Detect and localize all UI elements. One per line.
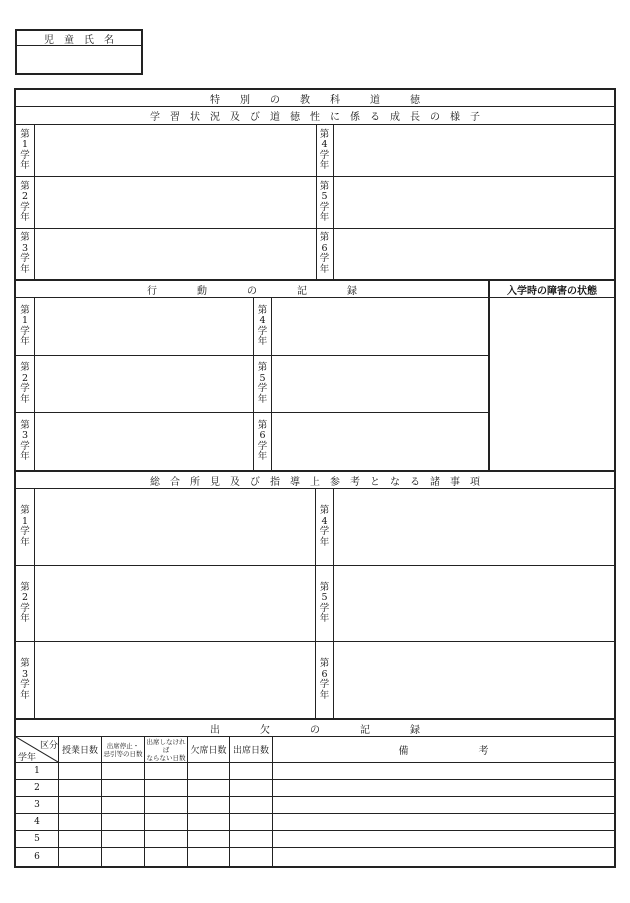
moral-grade-3-field[interactable] — [35, 229, 316, 279]
behavior-grade-2-field[interactable] — [35, 356, 253, 412]
moral-grade-4-field[interactable] — [334, 125, 614, 176]
moral-grade-5-field[interactable] — [334, 177, 614, 228]
general-grade-2-field[interactable] — [35, 566, 315, 641]
att-row-2-fields[interactable] — [59, 780, 614, 796]
moral-grade-4-label: 第 4 学 年 — [319, 128, 330, 171]
name-field[interactable] — [17, 46, 141, 73]
behavior-grade-4-label: 第 4 学 年 — [257, 304, 268, 347]
behavior-title: 行 動 の 記 録 — [147, 285, 357, 297]
att-row-5-fields[interactable] — [59, 831, 614, 847]
moral-grade-3-label: 第 3 学 年 — [20, 232, 30, 275]
moral-grade-6-label: 第 6 学 年 — [319, 232, 330, 275]
att-row-grade-5: 5 — [34, 834, 40, 844]
attendance-title: 出 欠 の 記 録 — [210, 724, 420, 736]
moral-grade-1-field[interactable] — [35, 125, 316, 176]
moral-grade-2-label: 第 2 学 年 — [20, 180, 30, 223]
att-corner-top: 区分 — [39, 741, 58, 751]
general-grade-6-label: 第 6 学 年 — [319, 658, 330, 701]
att-col-suspension: 出席停止・ 忌引等の日数 — [103, 741, 143, 758]
general-grade-6-field[interactable] — [334, 642, 614, 718]
behavior-grade-3-field[interactable] — [35, 413, 253, 470]
att-col-lessons: 授業日数 — [61, 746, 98, 756]
att-corner-bottom: 学年 — [18, 753, 37, 763]
att-row-grade-1: 1 — [34, 766, 40, 776]
behavior-grade-1-field[interactable] — [35, 298, 253, 355]
behavior-grade-2-label: 第 2 学 年 — [20, 362, 30, 405]
att-col-present: 出席日数 — [232, 746, 269, 756]
att-row-grade-3: 3 — [34, 800, 40, 810]
general-grade-4-field[interactable] — [334, 489, 614, 565]
behavior-grade-4-field[interactable] — [272, 298, 488, 355]
moral-grade-6-field[interactable] — [334, 229, 614, 279]
att-col-absent: 欠席日数 — [190, 746, 227, 756]
behavior-grade-3-label: 第 3 学 年 — [20, 419, 30, 462]
general-grade-4-label: 第 4 学 年 — [319, 505, 330, 548]
moral-grade-5-label: 第 5 学 年 — [319, 180, 330, 223]
att-col-remarks: 備 考 — [398, 746, 489, 757]
moral-grade-1-label: 第 1 学 年 — [20, 128, 30, 171]
behavior-grade-5-label: 第 5 学 年 — [257, 362, 268, 405]
moral-subtitle: 学 習 状 況 及 び 道 徳 性 に 係 る 成 長 の 様 子 — [150, 112, 480, 123]
general-grade-5-label: 第 5 学 年 — [319, 581, 330, 624]
behavior-grade-6-field[interactable] — [272, 413, 488, 470]
disability-field[interactable] — [490, 298, 614, 470]
behavior-grade-6-label: 第 6 学 年 — [257, 419, 268, 462]
att-row-grade-2: 2 — [34, 783, 40, 793]
general-grade-2-label: 第 2 学 年 — [20, 581, 30, 624]
name-label: 児 童 氏 名 — [44, 34, 114, 46]
general-title: 総 合 所 見 及 び 指 導 上 参 考 と な る 諸 事 項 — [150, 476, 480, 488]
att-col-required: 出席しなければ ならない日数 — [146, 737, 186, 762]
att-row-3-fields[interactable] — [59, 797, 614, 813]
behavior-grade-5-field[interactable] — [272, 356, 488, 412]
general-grade-1-field[interactable] — [35, 489, 315, 565]
general-grade-5-field[interactable] — [334, 566, 614, 641]
att-row-1-fields[interactable] — [59, 763, 614, 779]
disability-title: 入学時の障害の状態 — [507, 285, 597, 297]
behavior-grade-1-label: 第 1 学 年 — [20, 304, 30, 347]
moral-grade-2-field[interactable] — [35, 177, 316, 228]
att-row-6-fields[interactable] — [59, 848, 614, 866]
att-row-grade-4: 4 — [34, 817, 40, 827]
moral-title: 特 別 の 教 科 道 徳 — [210, 94, 420, 106]
general-grade-1-label: 第 1 学 年 — [20, 505, 30, 548]
general-grade-3-field[interactable] — [35, 642, 315, 718]
general-grade-3-label: 第 3 学 年 — [20, 658, 30, 701]
att-row-grade-6: 6 — [34, 852, 40, 862]
att-row-4-fields[interactable] — [59, 814, 614, 830]
